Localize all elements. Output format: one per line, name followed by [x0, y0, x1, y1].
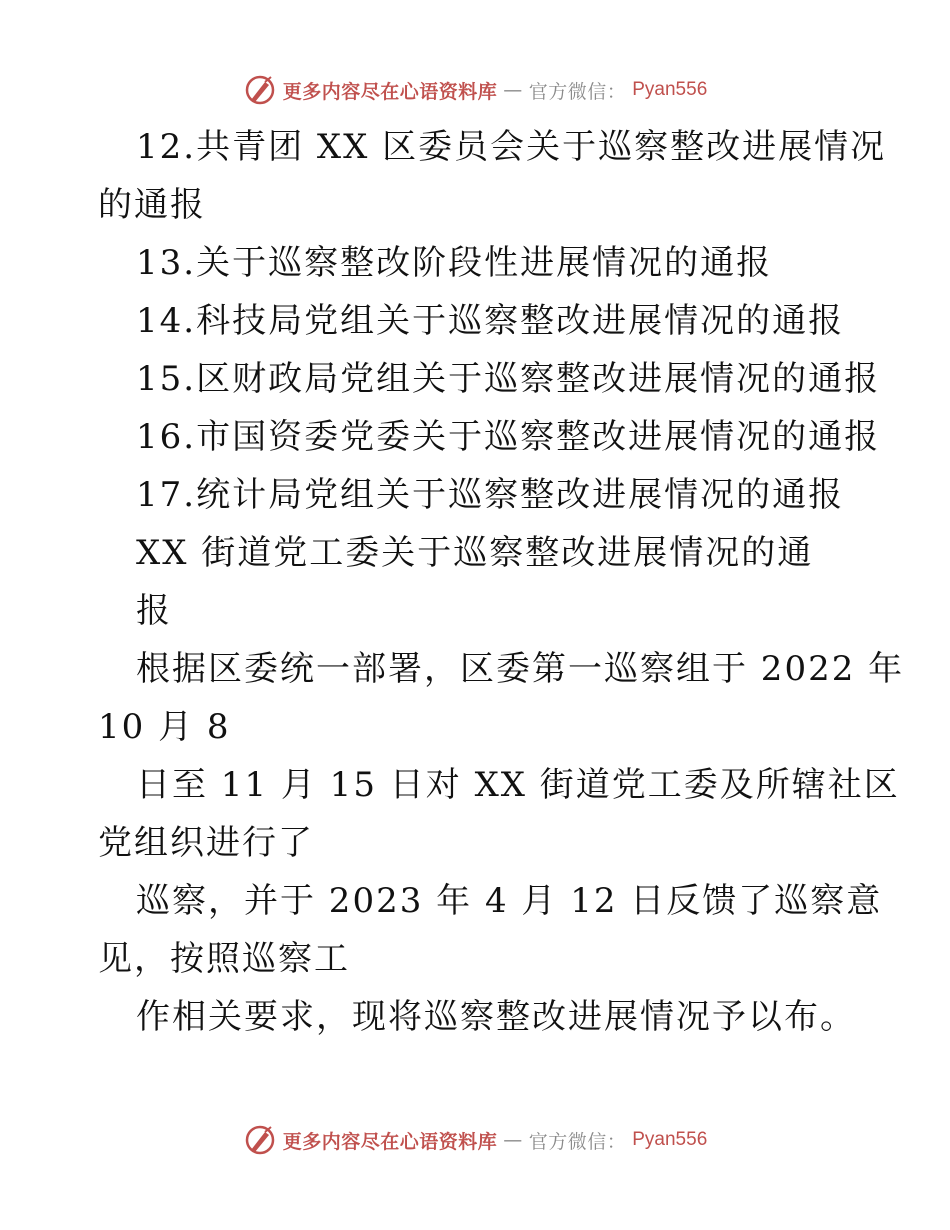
- paragraph-line: 见，按照巡察工: [98, 939, 350, 979]
- watermark-official-label: 官方微信：: [528, 80, 627, 103]
- watermark-official-label: 官方微信：: [528, 1130, 627, 1153]
- watermark-text: 更多内容尽在心语资料库: [282, 80, 498, 103]
- list-item: 17.统计局党组关于巡察整改进展情况的通报: [136, 475, 845, 515]
- watermark-dash: —: [503, 79, 523, 101]
- quill-logo-icon: [243, 73, 277, 107]
- list-item: 16.市国资委党委关于巡察整改进展情况的通报: [136, 417, 881, 457]
- quill-logo-icon: [243, 1123, 277, 1157]
- header-watermark: [0, 70, 950, 110]
- paragraph-line: 10 月 8: [98, 707, 231, 747]
- paragraph-line: 巡察，并于 2023 年 4 月 12 日反馈了巡察意: [136, 881, 883, 921]
- list-item-continuation: 的通报: [98, 185, 206, 225]
- list-item: 12.共青团 XX 区委员会关于巡察整改进展情况: [136, 127, 887, 167]
- paragraph-line: 根据区委统一部署，区委第一巡察组于 2022 年: [136, 649, 905, 689]
- watermark-wechat-id: Pyan556: [632, 1129, 708, 1150]
- watermark-wechat-id: Pyan556: [632, 79, 708, 100]
- list-item: 13.关于巡察整改阶段性进展情况的通报: [136, 243, 773, 283]
- footer-watermark: [0, 1120, 950, 1160]
- list-item: 15.区财政局党组关于巡察整改进展情况的通报: [136, 359, 881, 399]
- watermark-dash: —: [503, 1129, 523, 1151]
- paragraph-line: 党组织进行了: [98, 823, 314, 863]
- watermark-text: 更多内容尽在心语资料库: [282, 1130, 498, 1153]
- section-title: XX 街道党工委关于巡察整改进展情况的通: [136, 533, 814, 573]
- paragraph-line: 日至 11 月 15 日对 XX 街道党工委及所辖社区: [136, 765, 900, 805]
- list-item: 14.科技局党组关于巡察整改进展情况的通报: [136, 301, 845, 341]
- paragraph-line: 作相关要求，现将巡察整改进展情况予以布。: [136, 997, 856, 1037]
- section-title-continuation: 报: [136, 591, 172, 631]
